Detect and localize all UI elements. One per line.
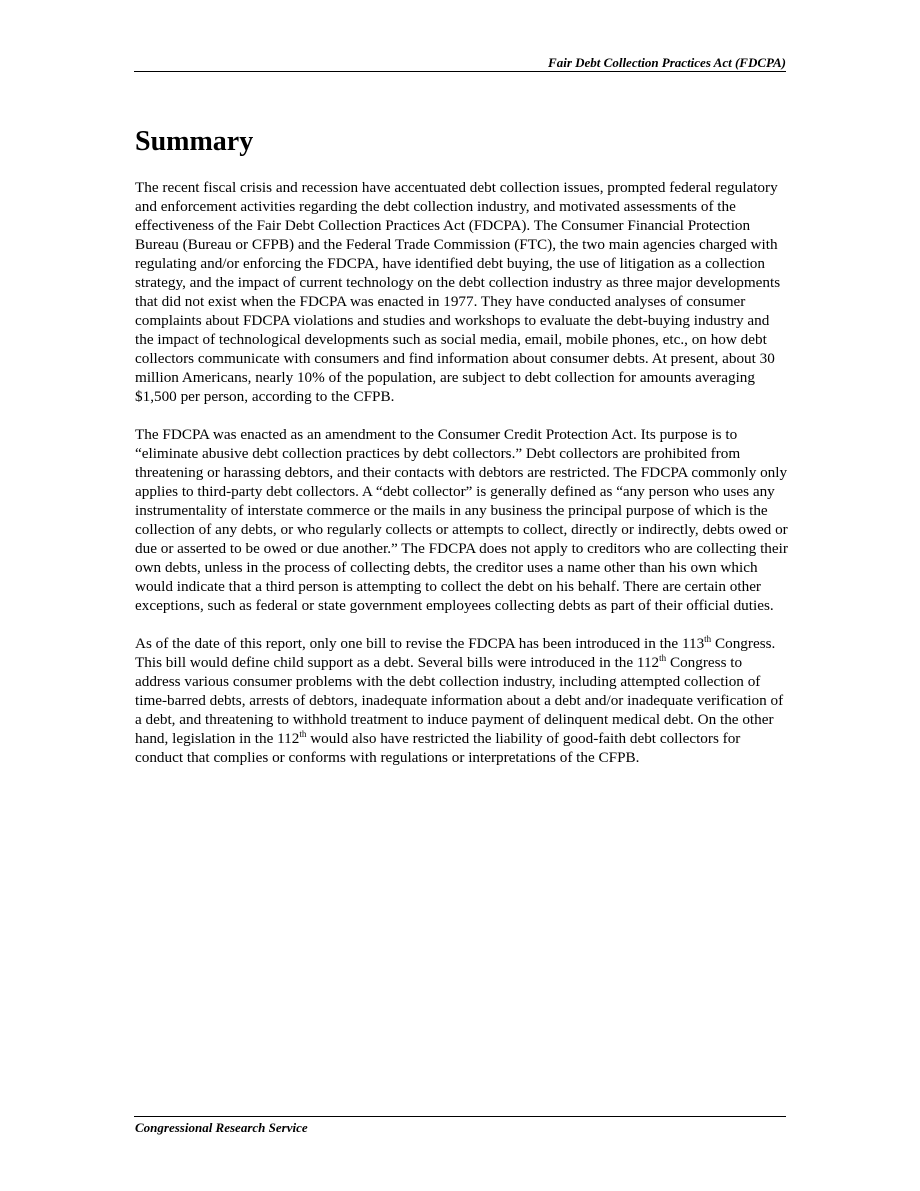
header-title: Fair Debt Collection Practices Act (FDCPA)	[548, 55, 786, 70]
paragraph-2: The FDCPA was enacted as an amendment to the Consumer Credit Protection Act. Its purpose is to “eliminate abusive debt collection practices by debt collectors.” Debt collectors are prohibited from threatening or harassing debtors, and their contacts with debtors are restricted. The FDCPA commonly only applies to third-party debt collectors. A “debt collector” is generally defined as “any person who uses any instrumentality of interstate commerce or the mails in any business the principal purpose of which is the collection of any debts, or who regularly collects or attempts to collect, directly or indirectly, debts owed or due or asserted to be owed or due another.” The FDCPA does not apply to creditors who are collecting their own debts, unless in the process of collecting debts, the creditor uses a name other than his own which would indicate that a third person is attempting to collect the debt on his behalf. There are certain other exceptions, such as federal or state government employees collecting debts as part of their official duties.	[135, 426, 788, 614]
running-footer	[134, 1116, 786, 1135]
paragraph-3-text-3: Congress to address various consumer problems with the debt collection industry, including attempted collection of time-barred debts, arrests of debtors, inadequate information about a debt and/or inadequate verification of a debt, and threatening to withhold treatment to induce payment of delinquent medical debt. On the other hand, legislation in the 112	[135, 654, 784, 747]
summary-body	[135, 178, 791, 786]
paragraph-3	[135, 634, 791, 767]
ordinal-suffix: th	[704, 634, 712, 644]
page-title: Summary	[135, 126, 254, 157]
running-header	[134, 55, 786, 72]
paragraph-1: The recent fiscal crisis and recession have accentuated debt collection issues, prompted federal regulatory and enforcement activities regarding the debt collection industry, and motivated assessments of the effectiveness of the Fair Debt Collection Practices Act (FDCPA). The Consumer Financial Protection Bureau (Bureau or CFPB) and the Federal Trade Commission (FTC), the two main agencies charged with regulating and/or enforcing the FDCPA, have identified debt buying, the use of litigation as a collection strategy, and the impact of current technology on the debt collection industry as three major developments that did not exist when the FDCPA was enacted in 1977. They have conducted analyses of consumer complaints about FDCPA violations and studies and workshops to evaluate the debt-buying industry and the impact of technological developments such as social media, email, mobile phones, etc., on how debt collectors communicate with consumers and find information about consumer debts. At present, about 30 million Americans, nearly 10% of the population, are subject to debt collection for amounts averaging $1,500 per person, according to the CFPB.	[135, 179, 781, 405]
paragraph-3-text-2: Congress. This bill would define child support as a debt. Several bills were introduced in the 112	[135, 635, 776, 671]
footer-text: Congressional Research Service	[135, 1120, 308, 1135]
paragraph-3-text-1: As of the date of this report, only one bill to revise the FDCPA has been introduced in the 113	[135, 635, 705, 652]
ordinal-suffix: th	[299, 729, 307, 739]
ordinal-suffix: th	[659, 653, 667, 663]
paragraph-3-text-4: would also have restricted the liability of good-faith debt collectors for conduct that complies or conforms with regulations or interpretations of the CFPB.	[135, 730, 741, 766]
